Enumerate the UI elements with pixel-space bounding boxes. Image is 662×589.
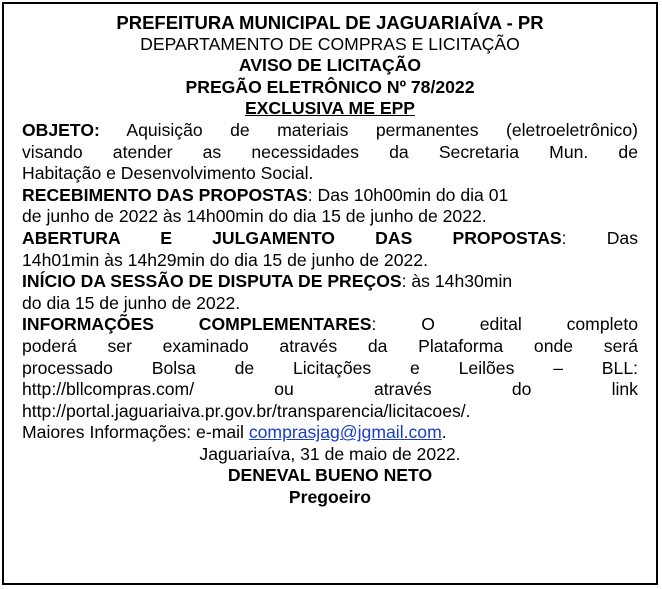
contact-email-link[interactable]: comprasjag@jgmail.com xyxy=(248,422,442,443)
word-atraves: através xyxy=(373,379,432,400)
informacoes-text-2: poderá ser examinado através da Plataforma onde será xyxy=(22,335,638,356)
contact-line xyxy=(22,422,638,444)
word-do: do xyxy=(511,379,532,400)
abertura-text-2: 14h01min às 14h29min do dia 15 de junho de 2022. xyxy=(22,249,428,270)
signer-role: Pregoeiro xyxy=(288,487,372,508)
objeto-label: OBJETO: xyxy=(22,119,100,140)
objeto-text-3: Habitação e Desenvolvimento Social. xyxy=(22,163,314,184)
objeto-text-2: visando atender as necessidades da Secretaria Mun. de xyxy=(22,141,638,162)
exclusivity-heading: EXCLUSIVA ME EPP xyxy=(244,98,416,119)
informacoes-label: INFORMAÇÕES COMPLEMENTARES xyxy=(22,314,372,335)
word-link: link xyxy=(611,379,638,400)
informacoes-text-3: processado Bolsa de Licitações e Leilões – BLL: xyxy=(22,357,638,378)
contact-prefix: Maiores Informações: e-mail xyxy=(22,422,249,443)
recebimento-text-1: : Das 10h00min do dia 01 xyxy=(307,184,509,205)
inicio-text-2: do dia 15 de junho de 2022. xyxy=(22,292,241,313)
informacoes-section xyxy=(22,314,638,444)
inicio-text-1: : às 14h30min xyxy=(401,271,513,292)
recebimento-section xyxy=(22,185,638,228)
inicio-section xyxy=(22,271,638,314)
bll-url[interactable]: http://bllcompras.com/ xyxy=(22,379,195,400)
recebimento-text-2: de junho de 2022 às 14h00min do dia 15 de junho de 2022. xyxy=(22,206,487,227)
notice-type-heading: AVISO DE LICITAÇÃO xyxy=(238,55,422,76)
abertura-text-1: : Das xyxy=(561,227,638,248)
abertura-label: ABERTURA E JULGAMENTO DAS PROPOSTAS xyxy=(22,227,562,248)
objeto-section xyxy=(22,120,638,185)
word-ou: ou xyxy=(274,379,294,400)
objeto-text-1: Aquisição de materiais permanentes (eletroeletrônico) xyxy=(126,119,638,140)
place-date: Jaguariaíva, 31 de maio de 2022. xyxy=(199,443,461,464)
informacoes-text-1: : O edital completo xyxy=(371,314,638,335)
notice-content xyxy=(22,12,638,509)
department-subtitle: DEPARTAMENTO DE COMPRAS E LICITAÇÃO xyxy=(140,33,520,54)
procedure-heading: PREGÃO ELETRÔNICO Nº 78/2022 xyxy=(185,76,475,97)
contact-suffix: . xyxy=(441,422,447,443)
inicio-label: INÍCIO DA SESSÃO DE DISPUTA DE PREÇOS xyxy=(22,271,402,292)
signer-name: DENEVAL BUENO NETO xyxy=(227,465,433,486)
abertura-section xyxy=(22,228,638,271)
informacoes-link-row xyxy=(22,379,638,401)
portal-url[interactable]: http://portal.jaguariaiva.pr.gov.br/transparencia/licitacoes/. xyxy=(22,400,471,421)
recebimento-label: RECEBIMENTO DAS PROPOSTAS xyxy=(22,184,308,205)
municipality-title: PREFEITURA MUNICIPAL DE JAGUARIAÍVA - PR xyxy=(116,12,544,33)
